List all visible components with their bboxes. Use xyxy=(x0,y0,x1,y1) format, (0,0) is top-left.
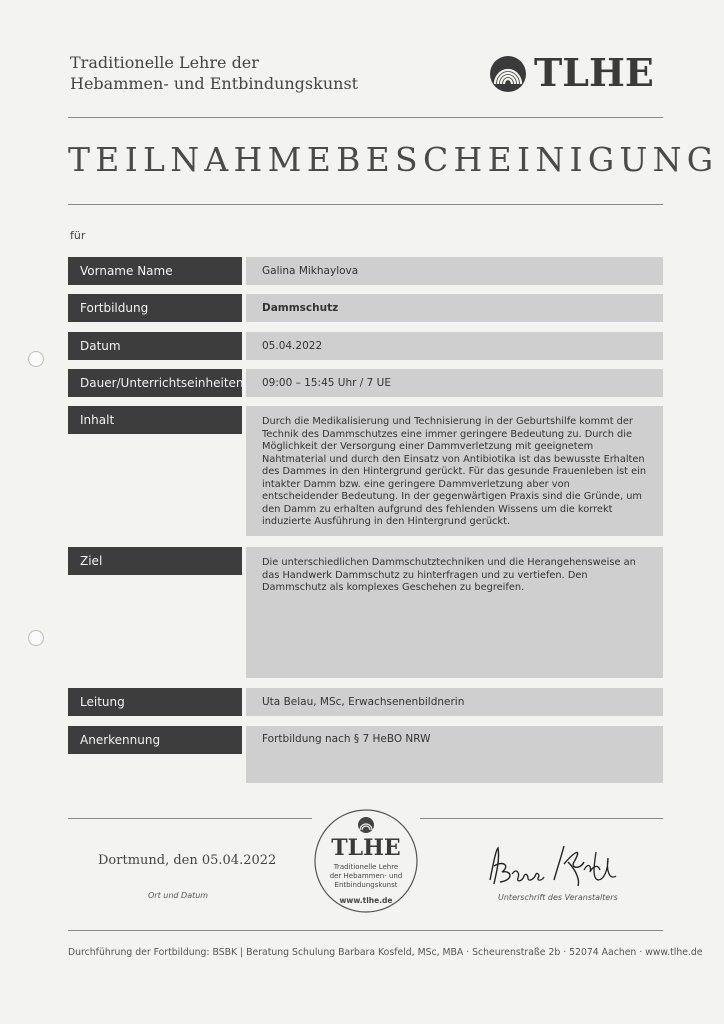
goal-value xyxy=(246,547,663,678)
for-label: für xyxy=(70,229,86,242)
organization-name xyxy=(70,52,358,94)
handwritten-signature xyxy=(484,840,634,892)
signature-caption: Unterschrift des Veranstalters xyxy=(498,893,618,902)
course-value xyxy=(246,294,663,322)
footer-divider xyxy=(68,930,663,931)
tlhe-logo-mark-icon xyxy=(486,54,530,94)
seal-logo-text: TLHE xyxy=(331,835,401,861)
tlhe-logo-text: TLHE xyxy=(534,50,654,95)
lead-label: Leitung xyxy=(68,688,242,716)
footer-text: Durchführung der Fortbildung: BSBK | Beratung Schulung Barbara Kosfeld, MSc, MBA · Scheurenstraße 2b · 52074 Aachen · www.tlhe.de xyxy=(68,947,703,958)
content-value-text: Durch die Medikalisierung und Technisierung in der Geburtshilfe kommt der Technik des Dammschutzes eine immer geringere Bedeutung zu. Durch die Möglichkeit der Versorgung einer Dammverletzung mit geeignetem Nahtmaterial und durch den Einsatz von Antibiotika ist das bewusste Erhalten des Dammes in den Hintergrund gerückt. Für das gesunde Frauenleben ist ein intakter Damm bzw. eine geringere Dammverletzung aber von entscheidender Bedeutung. In der gegenwärtigen Praxis sind die Gründe, um den Damm zu erhalten aufgrund des fehlenden Wissens um die korrekt induzierte Ausführung in den Hintergrund gerückt. xyxy=(262,416,647,527)
goal-value-text: Die unterschiedlichen Dammschutztechniken und die Herangehensweise an das Handwerk Dammschutz zu hinterfragen und zu vertiefen. Den Dammschutz als komplexes Geschehen zu begreifen. xyxy=(262,557,636,593)
name-value-text: Galina Mikhaylova xyxy=(262,265,359,277)
name-value xyxy=(246,257,663,285)
punch-hole-top xyxy=(28,351,44,367)
seal-url: www.tlhe.de xyxy=(339,896,393,905)
seal-line2: der Hebammen- und xyxy=(329,872,403,880)
goal-label: Ziel xyxy=(68,547,242,575)
content-label: Inhalt xyxy=(68,406,242,434)
seal-line3: Entbindungskunst xyxy=(334,881,398,889)
signature-divider-left xyxy=(68,818,312,819)
recognition-value xyxy=(246,726,663,783)
organization-seal xyxy=(313,808,419,914)
recognition-label: Anerkennung xyxy=(68,726,242,754)
name-label: Vorname Name xyxy=(68,257,242,285)
header-divider-bottom xyxy=(68,204,663,205)
organization-name-line1: Traditionelle Lehre der xyxy=(70,53,259,72)
lead-value xyxy=(246,688,663,716)
date-value xyxy=(246,332,663,360)
place-date-caption: Ort und Datum xyxy=(148,891,209,900)
seal-line1: Traditionelle Lehre xyxy=(333,863,399,871)
seal-org-name xyxy=(313,863,419,890)
content-value xyxy=(246,406,663,536)
organization-name-line2: Hebammen- und Entbindungskunst xyxy=(70,74,359,93)
date-label: Datum xyxy=(68,332,242,360)
recognition-value-text: Fortbildung nach § 7 HeBO NRW xyxy=(262,733,431,745)
duration-value-text: 09:00 – 15:45 Uhr / 7 UE xyxy=(262,377,391,389)
signature-divider-right xyxy=(420,818,663,819)
date-value-text: 05.04.2022 xyxy=(262,340,323,352)
duration-label: Dauer/Unterrichtseinheiten xyxy=(68,369,242,397)
course-value-text: Dammschutz xyxy=(262,302,339,314)
header-divider-top xyxy=(68,117,663,118)
punch-hole-bottom xyxy=(28,630,44,646)
lead-value-text: Uta Belau, MSc, Erwachsenenbildnerin xyxy=(262,696,465,708)
course-label: Fortbildung xyxy=(68,294,242,322)
place-and-date: Dortmund, den 05.04.2022 xyxy=(98,853,277,868)
duration-value xyxy=(246,369,663,397)
page-title: TEILNAHMEBESCHEINIGUNG xyxy=(68,140,719,179)
